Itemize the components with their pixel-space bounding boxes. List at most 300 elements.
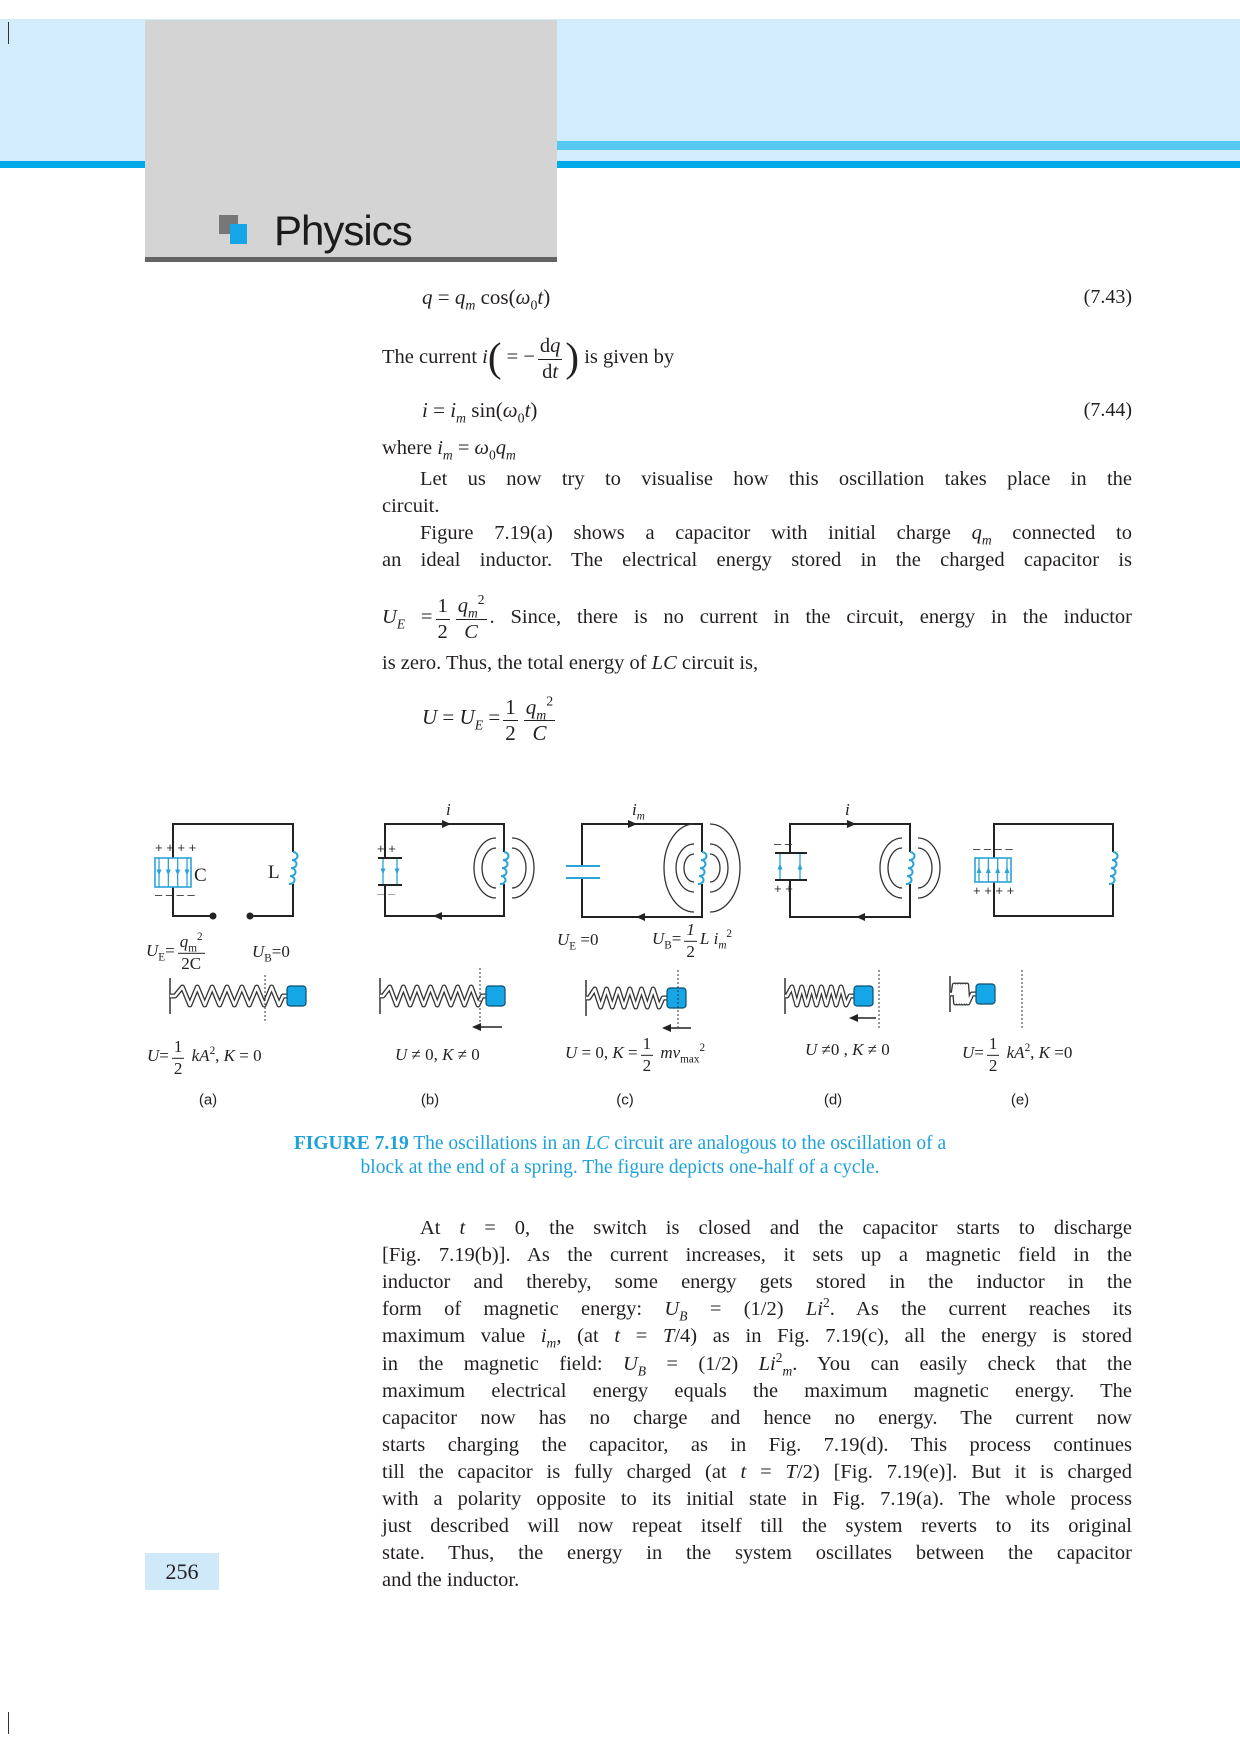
field-arrow-icon (175, 870, 180, 876)
text-run: i (845, 800, 850, 819)
text-run: m (981, 532, 992, 548)
fraction (456, 593, 487, 643)
text-run: t (459, 1217, 466, 1239)
text-run: C (464, 620, 478, 643)
text-run: maximum value (382, 1325, 541, 1348)
text-run: E (474, 717, 484, 733)
numerator (987, 1033, 1000, 1056)
fraction (524, 694, 555, 745)
text-run: i (632, 800, 637, 819)
paragraph-line (382, 1432, 1132, 1459)
text-run: = (452, 437, 475, 459)
text-run: K (852, 1040, 864, 1059)
text-run: = (974, 1042, 984, 1062)
fraction (684, 919, 697, 961)
page-number: 256 (145, 1553, 219, 1590)
text-run: ≠ 0 (863, 1040, 890, 1059)
text-run: with a polarity opposite to its initial state in Fig. 7.19(a). The whole process (382, 1488, 1132, 1510)
text-run: ) (565, 333, 580, 380)
text-run: 2 (173, 1058, 183, 1078)
equation-7-44 (422, 395, 537, 425)
current-arrow-icon (442, 820, 451, 828)
text-run: i (450, 398, 457, 422)
text-run: U (147, 1045, 160, 1065)
paragraph-line (382, 1405, 1132, 1432)
fraction (987, 1033, 1000, 1075)
text-run: B (637, 1362, 647, 1378)
spring-energy-label (147, 1036, 262, 1078)
text-run: = 0, (577, 1042, 613, 1062)
magnetic-field-line (880, 838, 902, 898)
text-run: The current (382, 345, 483, 368)
text-run: ≠ 0 (453, 1045, 480, 1064)
text-run: Li (805, 1298, 823, 1321)
current-label (446, 800, 451, 820)
text-run: , (1030, 1042, 1039, 1062)
numerator (684, 919, 697, 942)
magnetic-field-line (710, 824, 740, 912)
text-run: U (422, 705, 438, 729)
fraction (172, 1036, 185, 1078)
text-run: T (785, 1460, 797, 1483)
text-run: 2 (477, 592, 485, 608)
text-run: circuit is, (676, 652, 759, 674)
text-run: t (537, 285, 544, 309)
text-run: K (1038, 1042, 1051, 1062)
numerator (524, 694, 555, 721)
logo-blue-square-icon (230, 224, 247, 244)
inductor-label: L (268, 862, 280, 883)
text-run: = (1/2) (646, 1352, 759, 1375)
text-run: 0 (488, 447, 496, 463)
text-run: B (664, 939, 672, 952)
text-run: ( (487, 333, 502, 380)
text-run: U (459, 705, 475, 729)
text-run: = (483, 705, 501, 729)
text-run: q (971, 522, 982, 544)
capacitor-label: C (194, 865, 207, 886)
text-run: i (482, 345, 488, 368)
panel-label-d: (d) (823, 1091, 843, 1109)
fraction (503, 694, 518, 745)
energy-line (382, 592, 1132, 642)
text-run: ω (502, 398, 518, 422)
paragraph-line (382, 1378, 1132, 1405)
text-run: U (565, 1042, 578, 1062)
spring-energy-label (962, 1033, 1072, 1075)
text-run: 2 (546, 693, 554, 709)
text-run: m (456, 410, 467, 426)
paragraph-line (382, 1323, 1132, 1350)
text-run: 2 (686, 941, 695, 961)
circuit-wire (385, 824, 504, 916)
paragraph-line (382, 1513, 1132, 1540)
text-run: m (718, 939, 727, 952)
text-run: /4) as in Fig. 7.19(c), all the energy is stored (674, 1325, 1132, 1348)
denominator (684, 942, 697, 962)
magnetic-field-line (474, 838, 496, 898)
text-run: m (465, 297, 476, 313)
denominator (172, 1059, 185, 1079)
text-run: mv (660, 1042, 681, 1062)
field-arrow-icon (185, 870, 190, 876)
block-icon (486, 986, 505, 1006)
text-run: = 0 (235, 1045, 262, 1065)
text-run: 1 (988, 1033, 998, 1053)
text-run: = − (501, 345, 535, 368)
text-run: E (158, 951, 166, 964)
text-run: FIGURE 7.19 (293, 1133, 409, 1154)
text-run: state. Thus, the energy in the system oscillates between the capacitor (382, 1542, 1132, 1565)
text-run: q (550, 335, 561, 357)
crop-mark (8, 1712, 9, 1734)
fraction (538, 333, 563, 383)
text-run: 1 (686, 919, 695, 939)
text-run: circuit. (382, 495, 440, 517)
text-run: kA (1006, 1042, 1025, 1062)
text-run: = (1/2) (687, 1298, 806, 1321)
fraction (436, 593, 450, 643)
text-run: ω (515, 285, 531, 309)
capacitor-minus-charges: – – (377, 886, 396, 901)
text-run: , (at (556, 1325, 615, 1348)
text-run: circuit are analogous to the oscillation of a (609, 1133, 947, 1154)
spring-energy-label (395, 1045, 480, 1065)
paragraph-line (382, 650, 1132, 677)
inductor-coil-icon (289, 852, 298, 884)
numerator (503, 694, 518, 721)
magnetic-field-line (512, 848, 526, 888)
capacitor-icon (975, 858, 1011, 882)
text-run: 2 (726, 928, 733, 941)
text-run: i (437, 437, 443, 459)
text-run: U (652, 928, 665, 948)
text-run: m (536, 707, 547, 723)
text-run: in the magnetic field: (382, 1352, 623, 1375)
field-arrow-icon (381, 869, 386, 875)
crop-mark (8, 22, 9, 44)
chapter-tab-underline (145, 257, 557, 262)
text-run: ) (530, 398, 538, 422)
numerator (538, 333, 563, 360)
text-run: i (422, 398, 428, 422)
text-run: m (188, 942, 197, 955)
text-run: . As the current reaches its (829, 1298, 1132, 1321)
paragraph-line (420, 466, 1132, 493)
magnetic-field-line (710, 844, 728, 892)
text-run: q (457, 595, 468, 618)
text-run: m (468, 605, 478, 621)
inductor-coil-icon (906, 852, 915, 884)
current-arrow-icon (849, 1014, 858, 1022)
capacitor-minus-charges: – – – – (155, 887, 195, 902)
text-run: 2 (437, 620, 448, 643)
text-run: q (525, 694, 537, 719)
total-energy-equation (422, 693, 558, 745)
current-arrow-icon (636, 913, 645, 921)
text-run: kA (191, 1045, 210, 1065)
text-run: 2 (642, 1055, 652, 1075)
numerator (436, 593, 450, 620)
paragraph-line (382, 1540, 1132, 1567)
denominator (530, 721, 548, 745)
text-run: is given by (579, 345, 675, 368)
text-run: 2 (1024, 1042, 1031, 1055)
text-run: Li (758, 1352, 776, 1375)
fraction (178, 931, 205, 973)
text-run: m (546, 1335, 557, 1351)
header-rule-light (557, 141, 1240, 150)
text-run: . Since, there is no current in the circuit, energy in the inductor (489, 606, 1133, 628)
text-run: ≠ 0, (407, 1045, 443, 1064)
text-run: B (679, 1308, 688, 1324)
text-run: i (446, 800, 451, 819)
text-run: 0 (517, 410, 525, 426)
text-run: = (746, 1460, 786, 1483)
magnetic-field-line (512, 838, 534, 898)
magnetic-field-line (918, 848, 932, 888)
text-run: sin( (466, 398, 503, 422)
field-arrow-icon (1005, 867, 1010, 873)
panel-label-b: (b) (420, 1091, 440, 1109)
magnetic-field-line (888, 848, 902, 888)
text-run: and the inductor. (382, 1569, 520, 1592)
text-run: 1 (173, 1036, 183, 1056)
text-run: = (432, 285, 455, 309)
magnetic-field-line (918, 838, 940, 898)
paragraph-line (382, 1296, 1132, 1323)
capacitor-minus-charges: – – – – (973, 841, 1013, 856)
text-run: form of magnetic energy: (382, 1298, 665, 1321)
text-run: q (454, 285, 466, 309)
paragraph-line (382, 1351, 1132, 1378)
panel-label-a: (a) (198, 1091, 218, 1109)
text-run: U (146, 940, 159, 960)
paragraph-line (382, 1459, 1132, 1486)
paragraph-line (382, 493, 1132, 520)
text-run: K (223, 1045, 236, 1065)
circuit-wire (994, 824, 1113, 916)
text-run: = (159, 1045, 169, 1065)
spring-energy-label (565, 1033, 705, 1075)
text-run: ) (543, 285, 551, 309)
text-run: K (612, 1042, 624, 1062)
inductor-coil-icon (1109, 852, 1118, 884)
text-run: till the capacitor is fully charged (at (382, 1460, 741, 1483)
inductor-coil-icon (698, 852, 707, 884)
magnetic-energy-label (652, 919, 732, 961)
text-run: 2 (209, 1045, 216, 1058)
text-run: The oscillations in an (408, 1133, 586, 1154)
magnetic-field-line (684, 854, 694, 882)
text-run: ≠0 , (817, 1040, 853, 1059)
numerator (172, 1036, 185, 1059)
block-icon (667, 988, 686, 1008)
block-icon (854, 986, 873, 1006)
text-run: an ideal inductor. The electrical energy stored in the charged capacitor is (382, 549, 1132, 571)
paragraph-line (420, 1215, 1132, 1242)
text-run: E (396, 616, 406, 632)
text-run: 2 (822, 1295, 830, 1311)
paragraph-line (382, 1269, 1132, 1296)
text-run: C (532, 720, 547, 745)
text-run: /2) [Fig. 7.19(e)]. But it is charged (796, 1460, 1132, 1483)
text-run: q (179, 931, 189, 951)
paragraph-line (382, 1242, 1132, 1269)
text-run: = (437, 705, 460, 729)
text-run: U (622, 1352, 638, 1375)
paragraph-line (382, 547, 1132, 574)
text-run: 2 (196, 931, 203, 944)
text-run: L (699, 928, 710, 948)
text-run: = (427, 398, 451, 422)
text-run: = (623, 1042, 638, 1062)
text-run: U (395, 1045, 408, 1064)
text-run: ω (474, 437, 489, 459)
subject-title: Physics (274, 207, 412, 254)
text-run: d (539, 335, 551, 357)
field-arrow-icon (395, 869, 400, 875)
field-arrow-icon (977, 867, 982, 873)
text-run: 0 (530, 297, 538, 313)
magnetic-field-line (482, 848, 496, 888)
electric-energy-label (146, 931, 208, 973)
figure-caption (150, 1132, 1090, 1156)
text-run: is zero. Thus, the total energy of (382, 652, 652, 674)
text-run: E (569, 940, 577, 953)
text-run: connected to (991, 522, 1132, 544)
magnetic-field-line (710, 854, 720, 882)
text-run: U (557, 930, 570, 949)
text-run: 1 (642, 1033, 652, 1053)
fraction (641, 1033, 654, 1075)
text-run: t (524, 398, 531, 422)
denominator (179, 954, 203, 974)
field-arrow-icon (166, 870, 171, 876)
text-run: 2 (699, 1042, 706, 1055)
text-run: Let us now try to visualise how this oscillation takes place in the (420, 468, 1132, 490)
denominator (540, 360, 560, 384)
text-run: LC (651, 652, 677, 674)
current-arrow-icon (433, 912, 442, 920)
spring-energy-label (805, 1040, 890, 1060)
text-run: d (542, 360, 553, 383)
current-label (632, 800, 645, 823)
text-run: inductor and thereby, some energy gets stored in the inductor in the (382, 1271, 1132, 1294)
magnetic-energy-label (252, 942, 290, 965)
text-run: Figure 7.19(a) shows a capacitor with initial charge (420, 522, 972, 544)
text-run: 2 (988, 1055, 998, 1075)
text-run: = (165, 940, 175, 960)
current-arrow-icon (856, 913, 865, 921)
text-run: U (382, 606, 397, 628)
text-run: block at the end of a spring. The figure depicts one-half of a cycle. (360, 1157, 880, 1178)
block-icon (976, 984, 995, 1004)
figure-caption (150, 1156, 1090, 1180)
denominator (503, 721, 518, 745)
text-run: t (552, 360, 559, 383)
text-run: i (540, 1325, 547, 1348)
text-run: 2C (181, 953, 202, 973)
text-run: m (782, 1362, 793, 1378)
current-arrow-icon (628, 820, 637, 828)
inductor-coil-icon (500, 852, 509, 884)
text-run: q (495, 437, 506, 459)
capacitor-plus-charges: + + (774, 881, 793, 896)
text-run: . You can easily check that the (792, 1352, 1133, 1375)
equation-number: (7.44) (1083, 399, 1132, 421)
panel-label-e: (e) (1010, 1091, 1030, 1109)
text-run: where (382, 437, 438, 459)
text-run: =0 (1050, 1042, 1073, 1062)
field-arrow-icon (798, 864, 803, 870)
field-arrow-icon (995, 867, 1000, 873)
text-run: =0 (576, 930, 599, 949)
capacitor-plus-charges: + + + + (155, 840, 197, 855)
circuit-wire (790, 824, 910, 917)
text-run: B (264, 952, 272, 965)
text-run: q (422, 285, 433, 309)
text-run: = 0, the switch is closed and the capacitor starts to discharge (465, 1217, 1133, 1239)
text-run: At (420, 1217, 460, 1239)
field-arrow-icon (986, 867, 991, 873)
text-run: T (662, 1325, 675, 1348)
paragraph-line (382, 1486, 1132, 1513)
switch-terminal (247, 913, 254, 920)
magnetic-field-line (676, 844, 694, 892)
text-run: 1 (505, 694, 516, 719)
text-run: 2 (775, 1349, 783, 1365)
block-icon (287, 986, 306, 1006)
text-run: [Fig. 7.19(b)]. As the current increases, it sets up a magnetic field in the (382, 1244, 1132, 1267)
numerator (641, 1033, 654, 1056)
text-run: 2 (505, 720, 516, 745)
equation-number: (7.43) (1083, 286, 1132, 308)
text-run: m (442, 447, 453, 463)
equation-7-43 (422, 282, 550, 312)
current-arrow-icon (662, 1024, 671, 1032)
text-run: = (671, 928, 682, 948)
text-run: max (680, 1053, 700, 1066)
current-label (845, 800, 850, 820)
where-clause (382, 433, 516, 463)
current-arrow-icon (472, 1023, 481, 1031)
capacitor-plus-charges: + + (377, 841, 396, 856)
numerator (456, 593, 487, 620)
capacitor-icon (155, 858, 191, 887)
capacitor-plus-charges: + + + + (973, 883, 1015, 898)
switch-terminal (210, 913, 217, 920)
text-run: U (805, 1040, 818, 1059)
text-run: =0 (271, 942, 290, 961)
text-run: capacitor now has no charge and hence no energy. The current now (382, 1406, 1132, 1429)
electric-energy-label (557, 930, 599, 953)
panel-label-c: (c) (616, 1091, 634, 1109)
magnetic-field-line (664, 824, 694, 912)
text-run: m (506, 447, 516, 463)
paragraph-line (420, 520, 1132, 547)
numerator (178, 931, 205, 954)
capacitor-minus-charges: – – (774, 836, 793, 851)
text-run: 1 (437, 595, 448, 618)
text-run: U (962, 1042, 975, 1062)
text-run: i (713, 928, 719, 948)
text-run: t (740, 1460, 747, 1483)
text-run: m (636, 810, 645, 823)
text-run: = (620, 1325, 663, 1348)
text-run: just described will now repeat itself till the system reverts to its original (382, 1515, 1132, 1538)
field-arrow-icon (778, 864, 783, 870)
